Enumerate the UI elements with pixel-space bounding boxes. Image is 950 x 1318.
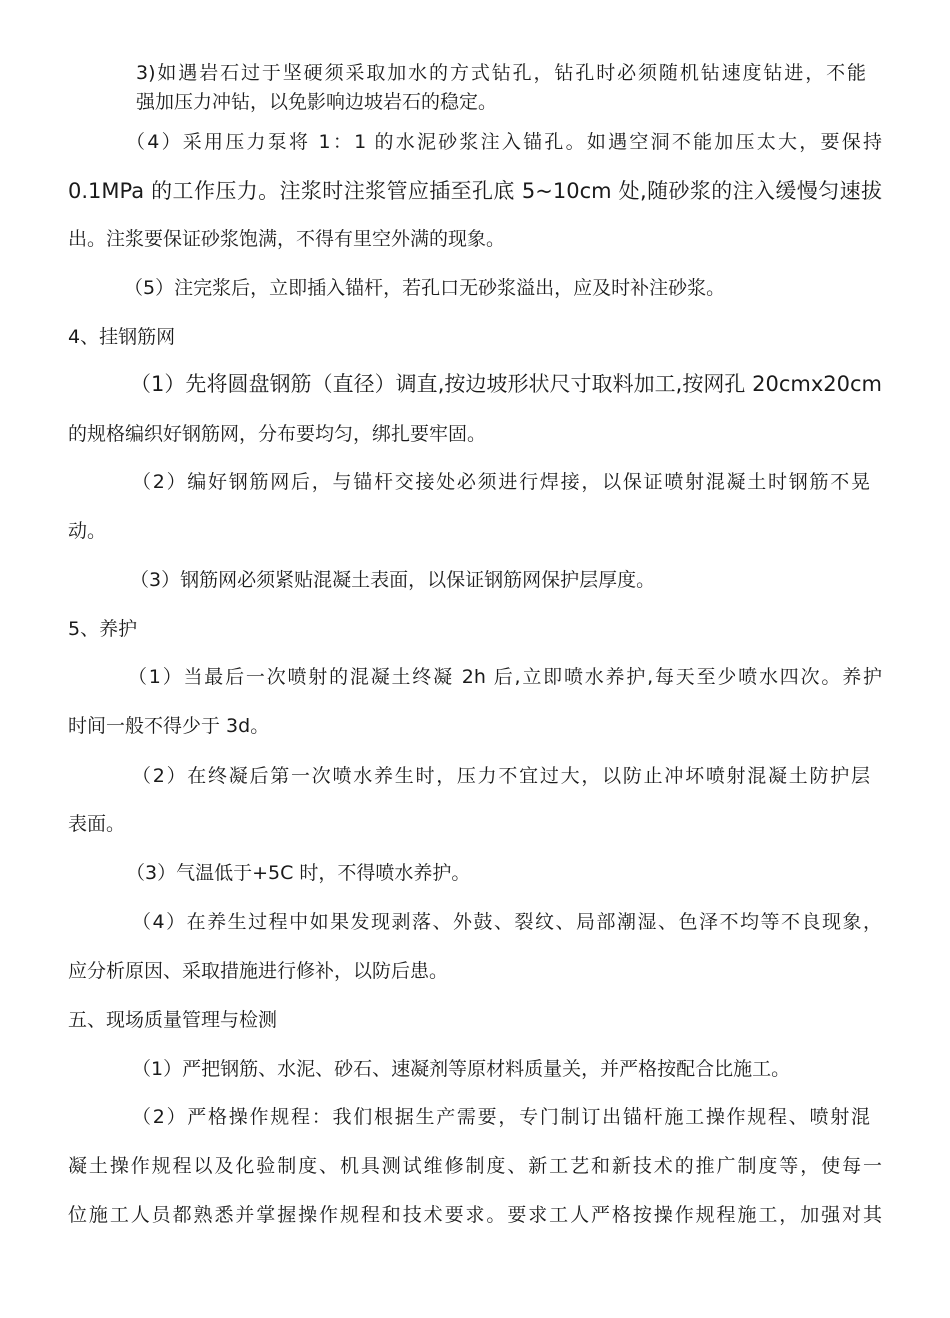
paragraph-line-16: （2）在终凝后第一次喷水养生时，压力不宜过大，以防止冲坏喷射混凝土防护层 — [132, 765, 870, 787]
paragraph-line-4: 0.1MPa 的工作压力。注浆时注浆管应插至孔底 5~10cm 处,随砂浆的注入缓慢匀速拔 — [68, 179, 882, 203]
paragraph-line-11: 动。 — [68, 520, 107, 542]
paragraph-line-14: （1）当最后一次喷射的混凝土终凝 2h 后,立即喷水养护,每天至少喷水四次。养护 — [128, 666, 882, 688]
paragraph-line-23: （2）严格操作规程：我们根据生产需要，专门制订出锚杆施工操作规程、喷射混 — [132, 1106, 870, 1128]
section-heading-five: 五、现场质量管理与检测 — [68, 1009, 278, 1031]
paragraph-line-10: （2）编好钢筋网后，与锚杆交接处必须进行焊接，以保证喷射混凝土时钢筋不晃 — [132, 471, 870, 493]
paragraph-line-1: 3)如遇岩石过于坚硬须采取加水的方式钻孔，钻孔时必须随机钻速度钻进，不能 — [136, 62, 866, 84]
paragraph-line-18: （3）气温低于+5C 时，不得喷水养护。 — [126, 862, 471, 884]
paragraph-line-22: （1）严把钢筋、水泥、砂石、速凝剂等原材料质量关，并严格按配合比施工。 — [132, 1058, 791, 1080]
paragraph-line-24: 凝土操作规程以及化验制度、机具测试维修制度、新工艺和新技术的推广制度等，使每一 — [68, 1155, 882, 1177]
paragraph-line-2: 强加压力冲钻，以免影响边坡岩石的稳定。 — [136, 91, 498, 113]
paragraph-line-17: 表面。 — [68, 813, 126, 835]
paragraph-line-25: 位施工人员都熟悉并掌握操作规程和技术要求。要求工人严格按操作规程施工，加强对其 — [68, 1204, 882, 1226]
paragraph-line-12: （3）钢筋网必须紧贴混凝土表面，以保证钢筋网保护层厚度。 — [130, 569, 656, 591]
section-heading-4: 4、挂钢筋网 — [68, 326, 176, 348]
paragraph-line-5: 出。注浆要保证砂浆饱满，不得有里空外满的现象。 — [68, 228, 506, 250]
paragraph-line-8: （1）先将圆盘钢筋（直径）调直,按边坡形状尺寸取料加工,按网孔 20cmx20cm — [130, 372, 882, 396]
paragraph-line-9: 的规格编织好钢筋网，分布要均匀，绑扎要牢固。 — [68, 423, 487, 445]
paragraph-line-3: （4）采用压力泵将 1：1 的水泥砂浆注入锚孔。如遇空洞不能加压太大，要保持 — [126, 131, 882, 153]
paragraph-line-20: 应分析原因、采取措施进行修补，以防后患。 — [68, 960, 449, 982]
paragraph-line-6: （5）注完浆后，立即插入锚杆，若孔口无砂浆溢出，应及时补注砂浆。 — [124, 277, 726, 299]
paragraph-line-19: （4）在养生过程中如果发现剥落、外鼓、裂纹、局部潮湿、色泽不均等不良现象， — [132, 911, 882, 933]
paragraph-line-15: 时间一般不得少于 3d。 — [68, 715, 270, 737]
section-heading-5: 5、养护 — [68, 618, 138, 640]
